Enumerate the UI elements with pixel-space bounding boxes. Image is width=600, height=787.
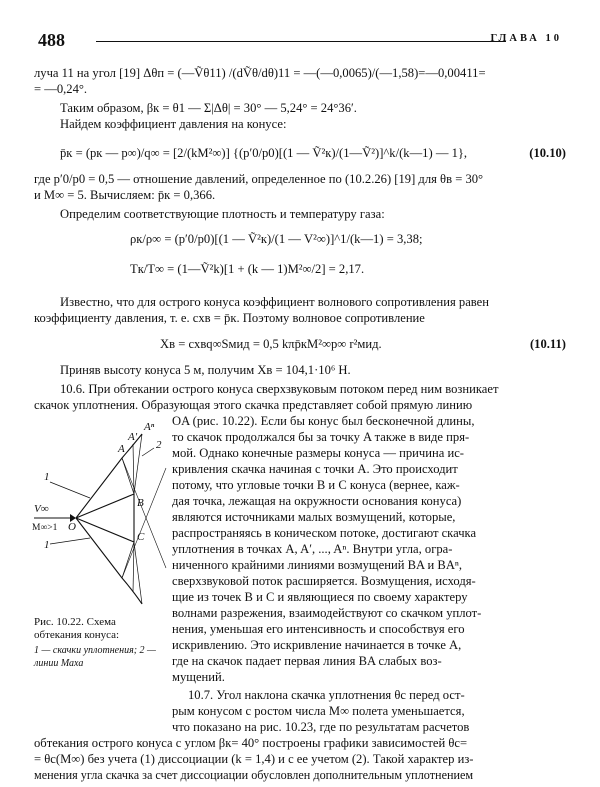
header-rule bbox=[96, 41, 506, 42]
shock-line-lower bbox=[76, 518, 142, 604]
wrapped-line: мой. Однако конечные размеры конуса — причина ис- bbox=[172, 446, 464, 460]
section-10-7-line-3: что показано на рис. 10.23, где по результатам расчетов bbox=[172, 720, 470, 734]
wrapped-line: являются источниками малых возмущений, которые, bbox=[172, 510, 456, 524]
equation-number-10-11: (10.11) bbox=[529, 337, 566, 351]
mach-line bbox=[122, 542, 134, 578]
after-eq-line-2: и M∞ = 5. Вычисляем: p̄к = 0,366. bbox=[34, 188, 216, 202]
shock-line-upper bbox=[76, 434, 142, 518]
drag-line-2: коэффициенту давления, т. е. cхв = p̄к. Поэтому волновое сопротивление bbox=[34, 311, 425, 325]
intro-line-1: луча 11 на угол [19] Δθп = (—Ṽθ11) /(dṼθ/dθ)11 = —(—0,0065)/(—1,58)=—0,00411= bbox=[34, 66, 486, 80]
label-c: C bbox=[137, 531, 145, 543]
figure-caption-title: Рис. 10.22. Схема обтекания конуса: bbox=[34, 616, 120, 641]
wrapped-line: где на скачок падает первая линия BA слабых воз- bbox=[172, 654, 442, 668]
wrapped-line: волнами разрежения, взаимодействуют со скачком уплот- bbox=[172, 606, 482, 620]
wrapped-line: кривления скачка начиная с точки A. Это происходит bbox=[172, 462, 458, 476]
wrapped-line: дая точка, лежащая на окружности основания конуса) bbox=[172, 494, 462, 508]
mach-line bbox=[122, 458, 166, 568]
label-a-n: Aⁿ bbox=[144, 421, 155, 433]
wrapped-line: то скачок продолжался бы за точку A также в виде пря- bbox=[172, 430, 470, 444]
label-2: 2 bbox=[156, 439, 162, 451]
section-10-7-line-2: рым конусом с ростом числа M∞ полета уменьшается, bbox=[172, 704, 465, 718]
figure-caption-legend: 1 — скачки уплотнения; 2 — линии Маха bbox=[34, 645, 156, 669]
equation-density: ρк/ρ∞ = (p′0/p0)[(1 — Ṽ²к)/(1 — V²∞)]^1/(k—1) = 3,38; bbox=[130, 232, 423, 246]
section-10-7-full-line: = θс(M∞) без учета (1) диссоциации (k = 1,4) и с ее учетом (2). Такой характер из- bbox=[34, 752, 474, 766]
section-10-7-full-line: менения угла скачка за счет диссоциации обусловлен дополнительным уплотнением bbox=[34, 768, 474, 782]
wrapped-line: ниченного крайними линиями возмущений BA и BAⁿ, bbox=[172, 558, 463, 572]
page-number: 488 bbox=[38, 30, 65, 50]
wrapped-line: потому, что угловые точки B и C конуса (вернее, каж- bbox=[172, 478, 460, 492]
figure-caption bbox=[34, 616, 160, 670]
wrapped-line: нения, уменьшая его интенсивность и способствуя его bbox=[172, 622, 465, 636]
wrapped-line: распространяясь в коническом потоке, достигают скачка bbox=[172, 526, 477, 540]
label-leader bbox=[50, 538, 90, 544]
drag-line-1: Известно, что для острого конуса коэффициент волнового сопротивления равен bbox=[60, 295, 489, 309]
wrapped-line: искривлению. Это искривление начинается в точке A, bbox=[172, 638, 462, 652]
label-mach: M∞>1 bbox=[32, 523, 58, 533]
after-eq-line-1: где p′0/p0 = 0,5 — отношение давлений, определенное по (10.2.26) [19] для θв = 30° bbox=[34, 172, 484, 186]
section-10-7-line-1: 10.7. Угол наклона скачка уплотнения θс перед ост- bbox=[188, 688, 465, 702]
intro-line-4: Найдем коэффициент давления на конусе: bbox=[60, 117, 287, 131]
height-line: Приняв высоту конуса 5 м, получим Xв = 104,1·10⁶ Н. bbox=[60, 363, 351, 377]
after-eq-line-3: Определим соответствующие плотность и температуру газа: bbox=[60, 207, 385, 221]
wrapped-line: уплотнения в точках A, A′, ..., Aⁿ. Внутри угла, огра- bbox=[172, 542, 453, 556]
equation-number-10-10: (10.10) bbox=[529, 146, 566, 160]
mach-line bbox=[122, 458, 134, 494]
wrapped-line: щие из точек B и C и являющиеся по своему характеру bbox=[172, 590, 468, 604]
equation-10-11: Xв = cхвq∞Sмид = 0,5 kπp̄кM²∞p∞ r²мид. bbox=[160, 337, 382, 351]
label-a-prime: A′ bbox=[128, 431, 138, 443]
wrapped-line: OA (рис. 10.22). Если бы конус был бесконечной длины, bbox=[172, 414, 475, 428]
label-1-bottom: 1 bbox=[44, 539, 50, 551]
label-a: A bbox=[118, 443, 125, 455]
figure-10-22 bbox=[30, 418, 170, 614]
section-10-6-line-1: 10.6. При обтекании острого конуса сверхзвуковым потоком перед ним возникает bbox=[60, 382, 499, 396]
section-10-6-line-2: скачок уплотнения. Образующая этого скачка представляет собой прямую линию bbox=[34, 398, 473, 412]
intro-line-2: = —0,24°. bbox=[34, 82, 88, 96]
label-leader bbox=[142, 448, 154, 456]
page-header bbox=[30, 30, 570, 52]
section-10-7-full-line: обтекания острого конуса с углом βк= 40° построены графики зависимостей θс= bbox=[34, 736, 468, 750]
label-leader bbox=[50, 482, 90, 498]
intro-line-3: Таким образом, βк = θ1 — Σ|Δθ| = 30° — 5,24° = 24°36′. bbox=[60, 101, 357, 115]
wrapped-line: мущений. bbox=[172, 670, 225, 684]
label-1-top: 1 bbox=[44, 471, 50, 483]
equation-temperature: Tк/T∞ = (1—Ṽ²k)[1 + (k — 1)M²∞/2] = 2,17. bbox=[130, 262, 365, 276]
label-v-inf: V∞ bbox=[34, 503, 49, 515]
chapter-title: ГЛАВА 10 bbox=[490, 33, 562, 44]
mach-line bbox=[122, 468, 166, 578]
label-b: B bbox=[137, 497, 144, 509]
equation-10-10: p̄к = (pк — p∞)/q∞ = [2/(kM²∞)] {(p′0/p0)[(1 — Ṽ²к)/(1—Ṽ²)]^k/(k—1) — 1}, bbox=[60, 146, 468, 160]
label-o: O bbox=[68, 521, 76, 533]
wrapped-line: сверхзвуковой поток расширяется. Возмущения, исходя- bbox=[172, 574, 476, 588]
